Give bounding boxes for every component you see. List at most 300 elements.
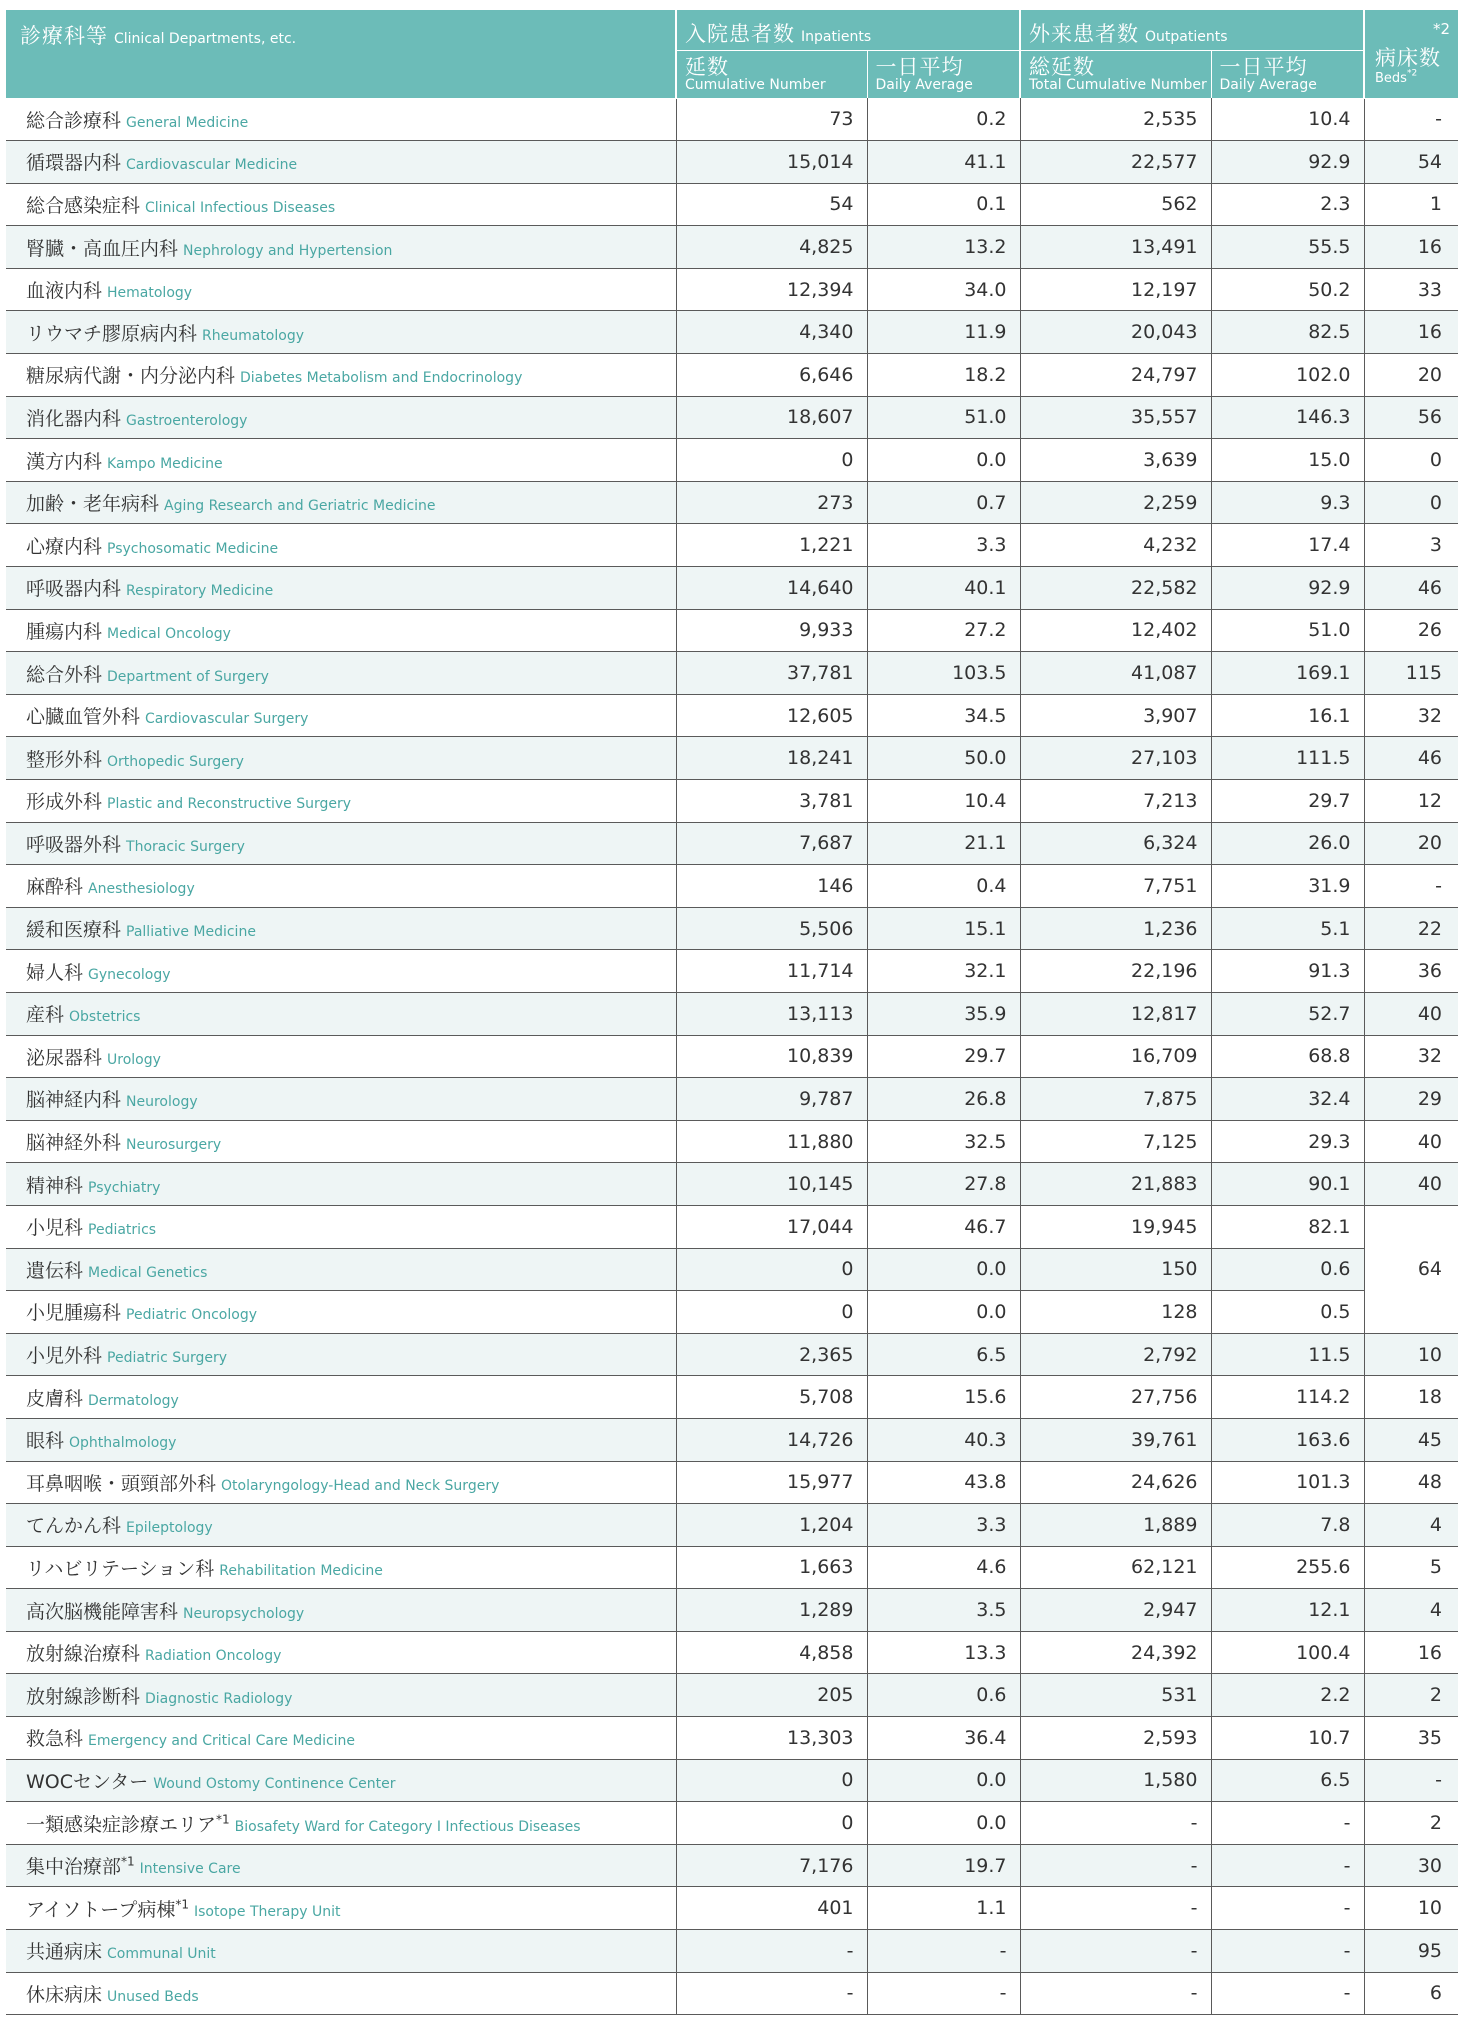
table-row xyxy=(6,609,1458,652)
outpatient-total-cell: 7,751 xyxy=(1020,865,1211,908)
department-name-en: Medical Genetics xyxy=(88,1264,208,1281)
outpatient-daily-average-cell: 114.2 xyxy=(1211,1376,1364,1419)
outpatient-daily-average-cell: 11.5 xyxy=(1211,1333,1364,1376)
inpatient-cumulative-cell: 54 xyxy=(676,183,867,226)
department-cell xyxy=(6,1972,676,2015)
department-cell xyxy=(6,524,676,567)
department-name-en: General Medicine xyxy=(126,114,249,131)
department-name-en: Radiation Oncology xyxy=(145,1648,282,1665)
inpatient-cumulative-cell: 11,714 xyxy=(676,950,867,993)
inpatient-cumulative-cell: 401 xyxy=(676,1887,867,1930)
header-out-daily-en: Daily Average xyxy=(1219,77,1317,94)
outpatient-total-cell: 19,945 xyxy=(1020,1205,1211,1248)
department-name-jp-text: 共通病床 xyxy=(26,1941,103,1964)
inpatient-daily-average-cell: 4.6 xyxy=(867,1546,1020,1589)
department-name-jp-text: 小児外科 xyxy=(26,1345,103,1368)
beds-cell: 40 xyxy=(1364,1120,1458,1163)
department-cell xyxy=(6,1205,676,1248)
header-in-cumulative xyxy=(676,51,867,99)
department-name-jp-text: 眼科 xyxy=(26,1430,65,1453)
department-name-jp xyxy=(26,1686,140,1708)
department-name-jp-text: アイソトープ病棟 xyxy=(26,1898,176,1921)
header-out-total-jp: 総延数 xyxy=(1029,55,1095,79)
table-row xyxy=(6,1546,1458,1589)
outpatient-daily-average-cell: 32.4 xyxy=(1211,1078,1364,1121)
department-name-jp-text: 集中治療部 xyxy=(26,1856,122,1879)
department-cell xyxy=(6,481,676,524)
outpatient-daily-average-cell: 91.3 xyxy=(1211,950,1364,993)
department-name-en: Neurosurgery xyxy=(126,1137,222,1154)
table-row xyxy=(6,1759,1458,1802)
department-name-jp-text: 放射線治療科 xyxy=(26,1643,141,1666)
department-name-jp-text: 整形外科 xyxy=(26,748,103,771)
outpatient-total-cell: 128 xyxy=(1020,1291,1211,1334)
inpatient-cumulative-cell: 7,687 xyxy=(676,822,867,865)
beds-cell: 35 xyxy=(1364,1717,1458,1760)
department-cell xyxy=(6,396,676,439)
beds-cell: 40 xyxy=(1364,1163,1458,1206)
department-name-jp-text: 呼吸器内科 xyxy=(26,578,122,601)
beds-cell: 22 xyxy=(1364,907,1458,950)
beds-cell: 54 xyxy=(1364,141,1458,184)
department-name-en: Isotope Therapy Unit xyxy=(193,1903,341,1920)
inpatient-cumulative-cell: 18,607 xyxy=(676,396,867,439)
department-name-en: Gastroenterology xyxy=(126,412,248,429)
inpatient-cumulative-cell: 1,663 xyxy=(676,1546,867,1589)
department-name-jp xyxy=(26,1728,83,1750)
department-name-jp-text: 休床病床 xyxy=(26,1983,103,2006)
department-name-jp-text: 緩和医療科 xyxy=(26,919,122,942)
outpatient-daily-average-cell: 17.4 xyxy=(1211,524,1364,567)
inpatient-daily-average-cell: 13.2 xyxy=(867,226,1020,269)
department-name-jp-text: 循環器内科 xyxy=(26,152,122,175)
department-statistics-table-container xyxy=(6,10,1458,2015)
department-name-en: Pediatric Surgery xyxy=(107,1350,228,1367)
outpatient-total-cell: 22,577 xyxy=(1020,141,1211,184)
outpatient-total-cell: 531 xyxy=(1020,1674,1211,1717)
department-name-jp xyxy=(26,238,178,260)
outpatient-daily-average-cell: 0.6 xyxy=(1211,1248,1364,1291)
outpatient-total-cell: 27,103 xyxy=(1020,737,1211,780)
department-name-en: Emergency and Critical Care Medicine xyxy=(88,1733,356,1750)
inpatient-cumulative-cell: 5,708 xyxy=(676,1376,867,1419)
department-name-en: Neuropsychology xyxy=(183,1605,305,1622)
outpatient-total-cell: 12,197 xyxy=(1020,268,1211,311)
department-name-jp xyxy=(26,1515,121,1537)
department-name-en: Cardiovascular Surgery xyxy=(145,711,309,728)
inpatient-daily-average-cell: 19.7 xyxy=(867,1844,1020,1887)
table-row xyxy=(6,1163,1458,1206)
inpatient-cumulative-cell: 6,646 xyxy=(676,354,867,397)
header-out-total-en: Total Cumulative Number xyxy=(1029,77,1207,94)
outpatient-total-cell: 7,125 xyxy=(1020,1120,1211,1163)
department-name-jp xyxy=(26,1132,121,1154)
outpatient-daily-average-cell: 82.1 xyxy=(1211,1205,1364,1248)
header-out-daily-jp: 一日平均 xyxy=(1219,55,1308,79)
footnote-mark: *1 xyxy=(175,1897,189,1912)
department-cell xyxy=(6,439,676,482)
inpatient-daily-average-cell: 51.0 xyxy=(867,396,1020,439)
department-name-jp-text: リハビリテーション科 xyxy=(26,1557,215,1580)
inpatient-daily-average-cell: 3.3 xyxy=(867,1504,1020,1547)
inpatient-cumulative-cell: 3,781 xyxy=(676,780,867,823)
inpatient-cumulative-cell: 273 xyxy=(676,481,867,524)
inpatient-daily-average-cell: 41.1 xyxy=(867,141,1020,184)
department-name-en: Respiratory Medicine xyxy=(126,583,274,600)
department-name-jp-text: 消化器内科 xyxy=(26,407,122,430)
department-cell xyxy=(6,1930,676,1973)
department-name-jp-text: 遺伝科 xyxy=(26,1259,84,1282)
header-inpatients xyxy=(676,10,1020,51)
department-name-en: Psychiatry xyxy=(88,1179,161,1196)
outpatient-total-cell: - xyxy=(1020,1930,1211,1973)
header-inpatients-jp: 入院患者数 xyxy=(685,22,795,46)
department-cell xyxy=(6,1802,676,1845)
department-name-en: Kampo Medicine xyxy=(107,455,223,472)
department-name-jp xyxy=(26,578,121,600)
department-name-jp-text: 一類感染症診療エリア xyxy=(26,1813,217,1836)
table-row xyxy=(6,1717,1458,1760)
department-name-en: Urology xyxy=(107,1051,161,1068)
outpatient-daily-average-cell: - xyxy=(1211,1930,1364,1973)
beds-cell: 40 xyxy=(1364,992,1458,1035)
beds-cell: 16 xyxy=(1364,226,1458,269)
department-name-en: Palliative Medicine xyxy=(126,924,256,941)
inpatient-daily-average-cell: - xyxy=(867,1930,1020,1973)
outpatient-total-cell: 4,232 xyxy=(1020,524,1211,567)
beds-cell: 48 xyxy=(1364,1461,1458,1504)
department-name-jp xyxy=(26,365,235,387)
department-name-jp-text: 救急科 xyxy=(26,1728,84,1751)
department-name-jp xyxy=(26,1430,64,1452)
table-row xyxy=(6,822,1458,865)
department-name-jp-text: 呼吸器外科 xyxy=(26,833,122,856)
inpatient-cumulative-cell: 37,781 xyxy=(676,652,867,695)
outpatient-total-cell: 6,324 xyxy=(1020,822,1211,865)
table-row xyxy=(6,1291,1458,1334)
department-name-en: Psychosomatic Medicine xyxy=(107,540,279,557)
outpatient-daily-average-cell: 9.3 xyxy=(1211,481,1364,524)
department-name-jp-text: 小児科 xyxy=(26,1217,84,1240)
inpatient-daily-average-cell: 3.5 xyxy=(867,1589,1020,1632)
beds-cell: 0 xyxy=(1364,439,1458,482)
outpatient-total-cell: 1,236 xyxy=(1020,907,1211,950)
department-name-jp-text: 高次脳機能障害科 xyxy=(26,1600,179,1623)
inpatient-daily-average-cell: 26.8 xyxy=(867,1078,1020,1121)
department-cell xyxy=(6,780,676,823)
department-name-jp xyxy=(26,962,83,984)
outpatient-daily-average-cell: 2.3 xyxy=(1211,183,1364,226)
department-name-en: Hematology xyxy=(107,285,193,302)
outpatient-daily-average-cell: 10.7 xyxy=(1211,1717,1364,1760)
beds-cell: 32 xyxy=(1364,694,1458,737)
header-outpatients xyxy=(1020,10,1364,51)
department-cell xyxy=(6,609,676,652)
inpatient-daily-average-cell: 21.1 xyxy=(867,822,1020,865)
table-row xyxy=(6,1205,1458,1248)
inpatient-daily-average-cell: 10.4 xyxy=(867,780,1020,823)
inpatient-cumulative-cell: 0 xyxy=(676,1291,867,1334)
department-name-jp xyxy=(26,1175,83,1197)
department-name-jp-text: 脳神経内科 xyxy=(26,1089,122,1112)
beds-cell: 10 xyxy=(1364,1333,1458,1376)
inpatient-cumulative-cell: 15,014 xyxy=(676,141,867,184)
department-cell xyxy=(6,311,676,354)
inpatient-daily-average-cell: 46.7 xyxy=(867,1205,1020,1248)
inpatient-cumulative-cell: 1,289 xyxy=(676,1589,867,1632)
outpatient-daily-average-cell: - xyxy=(1211,1887,1364,1930)
department-cell xyxy=(6,1291,676,1334)
department-name-en: Communal Unit xyxy=(107,1946,216,1963)
outpatient-daily-average-cell: 92.9 xyxy=(1211,141,1364,184)
table-row xyxy=(6,1972,1458,2015)
department-cell xyxy=(6,1674,676,1717)
table-header xyxy=(6,10,1458,98)
table-row xyxy=(6,1504,1458,1547)
department-name-jp xyxy=(26,1984,102,2006)
department-name-en: Department of Surgery xyxy=(107,668,269,685)
outpatient-total-cell: 35,557 xyxy=(1020,396,1211,439)
inpatient-cumulative-cell: - xyxy=(676,1930,867,1973)
inpatient-daily-average-cell: 32.1 xyxy=(867,950,1020,993)
outpatient-daily-average-cell: 111.5 xyxy=(1211,737,1364,780)
table-row xyxy=(6,1333,1458,1376)
table-row xyxy=(6,1674,1458,1717)
beds-cell: 20 xyxy=(1364,822,1458,865)
outpatient-total-cell: 150 xyxy=(1020,1248,1211,1291)
inpatient-daily-average-cell: 40.3 xyxy=(867,1418,1020,1461)
table-row xyxy=(6,1376,1458,1419)
outpatient-daily-average-cell: 255.6 xyxy=(1211,1546,1364,1589)
outpatient-total-cell: 24,392 xyxy=(1020,1631,1211,1674)
department-cell xyxy=(6,1844,676,1887)
outpatient-daily-average-cell: 0.5 xyxy=(1211,1291,1364,1334)
inpatient-cumulative-cell: 0 xyxy=(676,1802,867,1845)
table-row xyxy=(6,98,1458,141)
department-name-jp-text: 心臓血管外科 xyxy=(26,706,141,729)
department-name-en: Anesthesiology xyxy=(88,881,195,898)
table-row xyxy=(6,780,1458,823)
header-department xyxy=(6,10,676,98)
department-cell xyxy=(6,141,676,184)
department-cell xyxy=(6,1589,676,1632)
department-name-jp xyxy=(26,1302,121,1324)
inpatient-daily-average-cell: 0.0 xyxy=(867,1759,1020,1802)
beds-cell: - xyxy=(1364,1759,1458,1802)
department-name-en: Unused Beds xyxy=(107,1988,199,2005)
beds-cell: 36 xyxy=(1364,950,1458,993)
department-cell xyxy=(6,1120,676,1163)
table-row xyxy=(6,311,1458,354)
table-row xyxy=(6,907,1458,950)
department-name-jp xyxy=(26,1601,178,1623)
inpatient-cumulative-cell: 12,394 xyxy=(676,268,867,311)
department-name-jp xyxy=(26,1089,121,1111)
department-name-en: Intensive Care xyxy=(139,1861,241,1878)
department-cell xyxy=(6,992,676,1035)
outpatient-daily-average-cell: 29.7 xyxy=(1211,780,1364,823)
inpatient-daily-average-cell: 0.0 xyxy=(867,1291,1020,1334)
beds-cell: 0 xyxy=(1364,481,1458,524)
outpatient-total-cell: 2,259 xyxy=(1020,481,1211,524)
department-name-jp xyxy=(26,493,159,515)
table-row xyxy=(6,183,1458,226)
outpatient-daily-average-cell: 102.0 xyxy=(1211,354,1364,397)
inpatient-cumulative-cell: 10,145 xyxy=(676,1163,867,1206)
inpatient-cumulative-cell: 15,977 xyxy=(676,1461,867,1504)
department-name-jp xyxy=(26,1643,140,1665)
department-name-jp-text: 総合外科 xyxy=(26,663,103,686)
outpatient-daily-average-cell: 16.1 xyxy=(1211,694,1364,737)
department-name-jp xyxy=(26,876,83,898)
outpatient-total-cell: 62,121 xyxy=(1020,1546,1211,1589)
outpatient-daily-average-cell: 90.1 xyxy=(1211,1163,1364,1206)
department-cell xyxy=(6,183,676,226)
header-outpatients-jp: 外来患者数 xyxy=(1029,22,1139,46)
department-name-en: Otolaryngology-Head and Neck Surgery xyxy=(221,1477,500,1494)
table-row xyxy=(6,694,1458,737)
table-row xyxy=(6,1930,1458,1973)
header-out-daily xyxy=(1211,51,1364,99)
department-name-jp xyxy=(26,280,102,302)
department-cell xyxy=(6,737,676,780)
beds-cell: 10 xyxy=(1364,1887,1458,1930)
inpatient-cumulative-cell: 13,113 xyxy=(676,992,867,1035)
department-name-jp-text: 漢方内科 xyxy=(26,450,103,473)
beds-cell: 33 xyxy=(1364,268,1458,311)
beds-cell: 16 xyxy=(1364,1631,1458,1674)
inpatient-daily-average-cell: 36.4 xyxy=(867,1717,1020,1760)
beds-cell: 46 xyxy=(1364,737,1458,780)
header-department-jp: 診療科等 xyxy=(20,24,108,48)
outpatient-total-cell: 2,947 xyxy=(1020,1589,1211,1632)
department-name-jp-text: 皮膚科 xyxy=(26,1387,84,1410)
department-name-en: Diagnostic Radiology xyxy=(145,1690,293,1707)
inpatient-daily-average-cell: 13.3 xyxy=(867,1631,1020,1674)
department-name-jp xyxy=(26,1388,83,1410)
department-name-jp-text: 総合診療科 xyxy=(26,109,122,132)
outpatient-daily-average-cell: 100.4 xyxy=(1211,1631,1364,1674)
outpatient-total-cell: 1,889 xyxy=(1020,1504,1211,1547)
header-outpatients-en: Outpatients xyxy=(1145,29,1228,45)
beds-cell: 46 xyxy=(1364,567,1458,610)
inpatient-daily-average-cell: - xyxy=(867,1972,1020,2015)
department-cell xyxy=(6,694,676,737)
table-body xyxy=(6,98,1458,2015)
table-row xyxy=(6,1035,1458,1078)
outpatient-daily-average-cell: 10.4 xyxy=(1211,98,1364,141)
inpatient-cumulative-cell: 14,726 xyxy=(676,1418,867,1461)
beds-cell: 45 xyxy=(1364,1418,1458,1461)
inpatient-daily-average-cell: 18.2 xyxy=(867,354,1020,397)
inpatient-cumulative-cell: 10,839 xyxy=(676,1035,867,1078)
department-cell xyxy=(6,1248,676,1291)
outpatient-daily-average-cell: 6.5 xyxy=(1211,1759,1364,1802)
beds-cell: - xyxy=(1364,98,1458,141)
department-statistics-table xyxy=(6,10,1458,2015)
table-row xyxy=(6,354,1458,397)
department-name-jp xyxy=(26,195,140,217)
department-name-en: Diabetes Metabolism and Endocrinology xyxy=(240,370,523,387)
inpatient-daily-average-cell: 0.0 xyxy=(867,1802,1020,1845)
department-name-jp-text: WOCセンター xyxy=(26,1770,149,1793)
outpatient-daily-average-cell: 52.7 xyxy=(1211,992,1364,1035)
inpatient-daily-average-cell: 11.9 xyxy=(867,311,1020,354)
department-name-jp-text: 小児腫瘍科 xyxy=(26,1302,122,1325)
table-row xyxy=(6,439,1458,482)
outpatient-total-cell: 2,593 xyxy=(1020,1717,1211,1760)
outpatient-total-cell: - xyxy=(1020,1972,1211,2015)
department-name-en: Wound Ostomy Continence Center xyxy=(153,1775,396,1792)
beds-cell: 3 xyxy=(1364,524,1458,567)
department-name-en: Clinical Infectious Diseases xyxy=(145,199,336,216)
department-name-en: Ophthalmology xyxy=(69,1435,177,1452)
outpatient-daily-average-cell: 29.3 xyxy=(1211,1120,1364,1163)
outpatient-daily-average-cell: 26.0 xyxy=(1211,822,1364,865)
department-name-en: Medical Oncology xyxy=(107,625,231,642)
department-name-jp xyxy=(26,1047,102,1069)
department-cell xyxy=(6,1887,676,1930)
department-cell xyxy=(6,226,676,269)
department-name-jp xyxy=(26,451,102,473)
outpatient-total-cell: - xyxy=(1020,1802,1211,1845)
beds-cell: 29 xyxy=(1364,1078,1458,1121)
department-cell xyxy=(6,822,676,865)
outpatient-daily-average-cell: 68.8 xyxy=(1211,1035,1364,1078)
inpatient-daily-average-cell: 29.7 xyxy=(867,1035,1020,1078)
department-name-jp-text: 麻酔科 xyxy=(26,876,84,899)
inpatient-daily-average-cell: 43.8 xyxy=(867,1461,1020,1504)
table-row xyxy=(6,524,1458,567)
inpatient-cumulative-cell: 9,933 xyxy=(676,609,867,652)
beds-cell: 20 xyxy=(1364,354,1458,397)
department-cell xyxy=(6,1035,676,1078)
department-name-en: Epileptology xyxy=(126,1520,213,1537)
table-row xyxy=(6,652,1458,695)
department-name-jp xyxy=(26,1004,64,1026)
department-name-jp xyxy=(26,1899,189,1921)
outpatient-total-cell: - xyxy=(1020,1844,1211,1887)
outpatient-daily-average-cell: 51.0 xyxy=(1211,609,1364,652)
outpatient-daily-average-cell: 31.9 xyxy=(1211,865,1364,908)
inpatient-daily-average-cell: 27.2 xyxy=(867,609,1020,652)
inpatient-daily-average-cell: 3.3 xyxy=(867,524,1020,567)
beds-cell: - xyxy=(1364,865,1458,908)
department-cell xyxy=(6,1418,676,1461)
outpatient-total-cell: 21,883 xyxy=(1020,1163,1211,1206)
outpatient-daily-average-cell: 15.0 xyxy=(1211,439,1364,482)
header-beds-en: Beds xyxy=(1375,71,1407,86)
department-name-jp xyxy=(26,1856,135,1878)
department-name-jp-text: 総合感染症科 xyxy=(26,194,141,217)
inpatient-cumulative-cell: 14,640 xyxy=(676,567,867,610)
department-name-jp-text: 泌尿器科 xyxy=(26,1046,103,1069)
inpatient-cumulative-cell: 4,825 xyxy=(676,226,867,269)
inpatient-daily-average-cell: 34.5 xyxy=(867,694,1020,737)
inpatient-cumulative-cell: 1,221 xyxy=(676,524,867,567)
inpatient-cumulative-cell: 4,858 xyxy=(676,1631,867,1674)
beds-cell: 2 xyxy=(1364,1674,1458,1717)
inpatient-cumulative-cell: 205 xyxy=(676,1674,867,1717)
inpatient-daily-average-cell: 0.1 xyxy=(867,183,1020,226)
department-name-jp-text: 耳鼻咽喉・頭頸部外科 xyxy=(26,1472,217,1495)
table-row xyxy=(6,226,1458,269)
table-row xyxy=(6,481,1458,524)
table-row xyxy=(6,1589,1458,1632)
department-cell xyxy=(6,354,676,397)
department-name-en: Orthopedic Surgery xyxy=(107,753,244,770)
department-name-jp xyxy=(26,1473,216,1495)
